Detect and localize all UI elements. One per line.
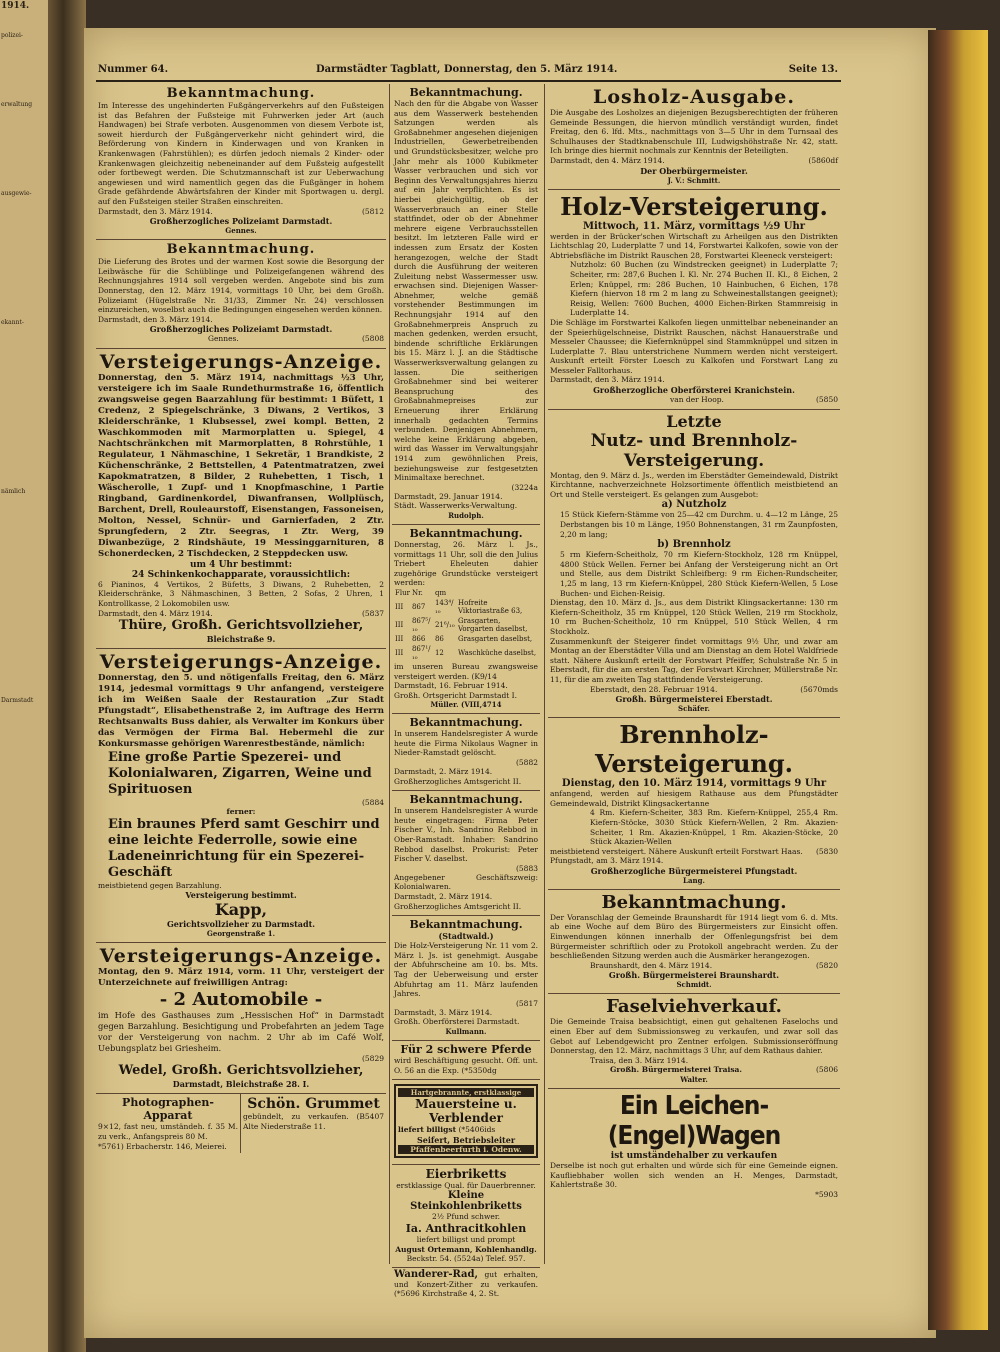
ad-signature: Großherzogliches Amtsgericht II. [394, 901, 522, 911]
frag-line: Darmstadt [1, 697, 34, 704]
table-row [394, 598, 538, 616]
ref: (K9/14 [471, 671, 497, 681]
ref: (5820 [815, 960, 838, 970]
ad-waterworks [392, 84, 540, 525]
ad-court-property [392, 525, 540, 714]
cell: 866 [411, 634, 426, 643]
ref: (5837 [361, 608, 384, 618]
ad-register-2 [392, 791, 540, 916]
ad-body: wird Beschäftigung gesucht. Off. unt. O. 56 an die Exp. (*5350dg [394, 1055, 538, 1075]
ad-brennholz [548, 718, 840, 890]
cell: Waschküche daselbst, [457, 648, 537, 657]
cell: 867¹/₁₀ [411, 644, 431, 661]
ad-items: Nutzholz: 60 Buchen (zu Windstrecken geeignet) in Luderplatte 7; Scheiter, rm: 287,6 Buchen I. Kl. Nr. 274 Buchen II. Kl., 8 Eichen, 2 Erlen; Knüppel, rm: 286 Buchen, 10 Hainbuchen, 6 Eichen, 178 Kiefern (hiervon 18 rm 2 m lang zu Schweinestallstangen geeignet); Reisig, Wellen: 7600 Buchen, 4000 Eichen-Birken Stammreisig in Luderplatte 14. [570, 260, 838, 318]
ad-title: Versteigerungs-Anzeige. [99, 945, 383, 968]
ad-date: Darmstadt, den 3. März 1914. [550, 375, 665, 385]
ad-date [98, 609, 384, 619]
ad-title: Ein Leichen-(Engel)Wagen [607, 1091, 781, 1151]
ad-items-b: 5 rm Kiefern-Scheitholz, 70 rm Kiefern-Stockholz, 128 rm Knüppel, 4800 Stück Wellen. Ferner bei Anfang der Versteigerung nicht an Ort und Stelle, aus dem Distrikt Schleifberg: 9 rm Eichen-Rundscheiter, 1,25 m lang, 13 rm Kiefern-Knüppel, 280 Stück Kiefern-Wellen, 5 Lose Buchen- und Eichen-Reisig. [560, 550, 838, 598]
cell: 21⁶/₁₀ [434, 620, 455, 629]
cell: 867 [411, 602, 426, 611]
small-ads-row [96, 1094, 386, 1153]
ad-title: Losholz-Ausgabe. [593, 86, 795, 108]
ref: *5903 [815, 1189, 838, 1199]
ad-body-2: im Hofe des Gasthauses zum „Hessischen Hof“ in Darmstadt gegen Barzahlung. Besichtigung und Probefahrten an jedem Tage vor der Versteigerung von nachm. 2 Uhr ab im Café Wolf, Uebungsplatz bei Griesheim. [98, 1010, 384, 1054]
ad-ref: *5761) Erbacherstr. 146, Meierei. [98, 1141, 227, 1151]
ad-auction-wedel [96, 943, 386, 1094]
ad-note-2: Versteigerung bestimmt. [185, 890, 297, 901]
cell: 12 [434, 648, 444, 657]
ad-section-a: a) Nutzholz [661, 499, 727, 511]
ad-title-2: Kleine Steinkohlenbriketts [410, 1190, 522, 1213]
frag-line: erwaltung [1, 101, 33, 108]
ad-title: Bekanntmachung. [409, 86, 523, 99]
ad-signature-2: Walter. [680, 1075, 708, 1084]
ad-body: gebündelt, zu verkaufen. (B5407 Alte Niederstraße 11. [243, 1112, 384, 1132]
ad-signature: August Ortemann, Kohlenhandlg. [395, 1244, 537, 1254]
ad-signature: Städt. Wasserwerks-Verwaltung. [394, 501, 518, 511]
sig: Großh. Bürgermeisterei Traisa. [610, 1065, 743, 1075]
sig-name: van der Hoop. [670, 395, 724, 405]
ad-pre: Letzte [666, 411, 722, 431]
ad-title: Bekanntmachung. [409, 918, 523, 932]
ad-signature-2: Müller. (VIII,4714 [430, 700, 502, 710]
cell: Grasgarten, Vorgarten daselbst, [457, 616, 528, 633]
date: Darmstadt, den 3. März 1914. [98, 206, 213, 216]
ad-signature-2: Schäfer. [678, 704, 710, 714]
ad-title: Holz-Versteigerung. [560, 191, 828, 221]
ad-body-2 [550, 847, 838, 857]
ad-title: Versteigerungs-Anzeige. [99, 350, 383, 373]
ad-title: Bekanntmachung. [166, 86, 316, 101]
ad-body: Nach den für die Abgabe von Wasser aus dem Wasserwerk bestehenden Satzungen werden als Großabnehmer angesehen diejenigen Industriellen, Gewerbetreibenden und Grundstücksbesitzer, welche pro Jahr mehr als 1000 Kubikmeter Wasser verbrauchen und sich vor Beginn des Verwaltungsjahres hierzu auf ein Jahr verpflichten. Es ist hierbei gleichgültig, ob der Wasserverbrauch an einer Stelle stattfindet, oder ob der Abnehmer mehrere eigene Verbrauchsstellen besitzt. Im letzteren Falle wird er indessen zum Ersatz der Kosten herangezogen, welche der Stadt durch die Ausführung der weiteren Zuleitung nebst Wassermesser usw. erwachsen sind. Diejenigen Wasser-Abnehmer, welche gemäß vorstehender Bestimmungen im Rechnungsjahr 1914 auf den Großabnehmerpreis Anspruch zu machen gedenken, werden ersucht, bindende schriftliche Erklärungen bis 15. März l. J. an die Städtische Wasserwerksverwaltung gelangen zu lassen. Die seitherigen Großabnehmer sind bei weiterer Beanspruchung des Großabnahmepreises zur Erneuerung ihrer Erklärung innerhalb gedachten Termins verbunden. Denjenigen Abnehmern, welche keine Erklärung abgeben, wird das Wasser im Verwaltungsjahr 1914 zum gewöhnlichen Preis, beziehungsweise zur festgesetzten Minimaltaxe berechnet. [394, 99, 538, 483]
left-fragment-text [0, 0, 48, 707]
page-header [98, 64, 838, 80]
ad-body: erstklassige Qual. für Dauerbrenner. [396, 1180, 536, 1190]
ad-note: meistbietend gegen Barzahlung. [98, 880, 222, 890]
cell: III [395, 602, 404, 611]
ad-body-2: Angegebener Geschäftszweig: Kolonialwaren. [394, 872, 538, 892]
ad-subhead: um 4 Uhr bestimmt: [189, 559, 293, 570]
body2: meistbietend versteigert. Nähere Auskunft erteilt Forstwart Haas. [550, 846, 803, 856]
ref: (5882 [515, 758, 538, 768]
ad-losholz [548, 84, 840, 190]
ad-body-3: liefert billigst und prompt [416, 1234, 516, 1244]
ad-date: Darmstadt, 16. Februar 1914. [394, 681, 508, 691]
ad-title: Brennholz-Versteigerung. [594, 720, 794, 779]
book-binding [48, 0, 86, 1352]
ad-signature-2: Lang. [683, 875, 705, 885]
column-3 [548, 84, 840, 1203]
ad-body-2 [394, 662, 538, 681]
ref: (5806 [815, 1065, 838, 1075]
body: liefert billigst [398, 1125, 457, 1135]
ad-body: Donnerstag, 26. März l. Js., vormittags 11 Uhr, soll die den Julius Triebert Eheleuten dahier zugehörige Grundstücke versteigert werden: [394, 539, 538, 588]
ref: (5884 [361, 798, 384, 808]
ad-ferner: ferner: [226, 807, 256, 817]
ref: (5860df [808, 155, 838, 165]
ad-signature-line [550, 1065, 838, 1075]
ad-signature-3: Georgenstraße 1. [206, 929, 276, 939]
cell: Nr. [411, 588, 423, 597]
ad-when: Dienstag, den 10. März 1914, vormittags 9 Uhr [561, 778, 827, 790]
ad-body: Die Lieferung des Brotes und der warmen Kost sowie die Besorgung der Leibwäsche für die Schüblinge und Polizeigefangenen während des Rechnungsjahres 1914 soll vergeben werden. Angebote sind bis zum Donnerstag, den 12. März 1914, vormittags 10 Uhr, bei dem Großh. Polizeiamt (Hügelstraße Nr. 31/33, Zimmer Nr. 24) verschlossen einzureichen, woselbst auch die Bedingungen eingesehen werden können. [98, 257, 384, 315]
ad-body: Die Ausgabe des Losholzes an diejenigen Bezugsberechtigten der früheren Gemeinde Bessungen, die hiervon mündlich verständigt wurden, findet Freitag, den 6. lfd. Mts., nachmittags von 3—5 Uhr in dem Turnsaal des Schulhauses der Stadtknabenschule III, Ludwigshöhstraße Nr. 42, statt. Ich bringe dies hiermit nochmals zur Kenntnis der Beteiligten. [550, 108, 838, 156]
ad-bricks [392, 1080, 540, 1165]
ref: (5817 [515, 998, 538, 1008]
ad-signature-2: Schmidt. [676, 980, 712, 990]
ad-body-2: Die Schläge im Forstwartei Kalkofen liegen unmittelbar nebeneinander an der Speierhügelschneise, Distrikt Rauschen, nächst Hanauerstraße und Messeler Chaussee; die Kiefernknüppel sind Stammknüppel und sitzen in Luderplatte 7. Blau unterstrichene Nummern werden nicht versteigert. Auskunft erteilt Förster Loesch zu Kalkofen und Forstwart Lang zu Messeler Falltorhaus. [550, 317, 838, 375]
cell [457, 588, 538, 598]
cell: 867⁵/₁₀ [411, 616, 431, 633]
column-2 [392, 84, 540, 1303]
ad-body: Die Holz-Versteigerung Nr. 11 vom 2. März l. Js. ist genehmigt. Ausgabe der Abfuhrscheine am 10. bs. Mts. Tag der Ueberweisung und erster Abfuhrtag am 11. März laufenden Jahres. [394, 941, 538, 999]
date: Braunshardt, den 4. März 1914. [590, 960, 713, 970]
cell: Flur [395, 588, 410, 597]
ad-holz-versteigerung [548, 190, 840, 410]
ad-title: Bekanntmachung. [601, 891, 787, 913]
ad-signature-2: Kullmann. [445, 1026, 487, 1036]
ad-body [398, 1125, 534, 1135]
body: gut erhalten, und Konzert-Zither zu verkaufen. (*5696 Kirchstraße 4, 2. St. [394, 1270, 539, 1299]
ad-signature: Großh. Bürgermeisterei Braunshardt. [608, 970, 780, 981]
frag-line: nämlich [1, 488, 26, 495]
ad-title: Photographen-Apparat [122, 1096, 214, 1123]
ad-signature: Großh. Bürgermeisterei Eberstadt. [615, 694, 773, 705]
frag-line: 1914. [1, 1, 30, 11]
ad-body: Im Interesse des ungehinderten Fußgängerverkehrs auf den Fußsteigen ist das Befahren der Fußsteige mit Fuhrwerken jeder Art (auch Handwagen) bei Strafe verboten. Ausgenommen von diesem Verbote ist, soweit hierdurch der Fußgängerverkehr nicht gehindert wird, die Beförderung von Kindern in Kinderwagen und von Kranken in Krankenwagen (Fahrstühlen); es dürfen jedoch niemals 2 Kinder- oder Krankenwagen gleichzeitig nebeneinander auf dem Fußsteig aufgestellt oder fortbewegt werden. Die Schutzmannschaft ist zur Ueberwachung angewiesen und wird namentlich gegen das die Fußgänger in hohem Grade gefährdende Abwärtsfahren der Kinder mit Sportwagen u. dergl. auf den Fußsteigen steiler Straßen einschreiten. [98, 101, 384, 206]
ad-police-notice [96, 84, 386, 240]
issue-number: Nummer 64. [98, 64, 169, 75]
column-1 [96, 84, 386, 1153]
cell: Grasgarten daselbst, [457, 634, 533, 643]
ad-title: Eierbriketts [425, 1166, 507, 1181]
ad-title: Wanderer-Rad, [394, 1269, 479, 1281]
ad-leichenwagen [548, 1089, 840, 1203]
ad-body: anfangend, werden auf hiesigem Rathause aus dem Pfungstädter Gemeindewald, Distrikt Klingsackertanne [550, 789, 838, 808]
ad-date: Darmstadt, 2. März 1914. [394, 767, 493, 777]
cell: 143⁴/₁₀ [434, 598, 454, 615]
page-number: Seite 13. [788, 64, 838, 75]
ad-date: Traisa, den 3. März 1914. [590, 1055, 689, 1065]
cell: 86 [434, 634, 444, 643]
ad-signature: Der Oberbürgermeister. [640, 165, 748, 176]
ad-title: Nutz- und Brennholz-Versteigerung. [590, 430, 798, 471]
ad-subitems: 24 Schinkenkochapparate, voraussichtlich: [131, 569, 351, 580]
sig-name: Gennes. [208, 334, 239, 344]
ad-body: 9×12, fast neu, umständeh. f. 35 M. zu verk., Anfangspreis 80 M. [98, 1122, 238, 1142]
ad-signature: Großherzogliche Oberförsterei Kranichstein. [593, 385, 795, 396]
ad-signature: Großherzogliches Polizeiamt Darmstadt. [149, 216, 333, 227]
ad-body-2: Dienstag, den 10. März d. Js., aus dem Distrikt Klingsackertanne: 130 rm Kiefern-Scheitholz, 35 rm Knüppel, 120 Stück Wellen, 219 rm Stockholz, 10 rm Buchen-Scheitholz, 10 rm Knüppel, 510 Stück Wellen, 4 rm Stockholz. [550, 598, 838, 636]
ad-braunshardt [548, 890, 840, 995]
ad-signature: Großh. Ortsgericht Darmstadt I. [394, 690, 518, 700]
table-row [394, 588, 538, 598]
ref: (5812 [361, 206, 384, 216]
ad-signature: Großherzogliches Polizeiamt Darmstadt. [149, 324, 333, 335]
ad-items: 4 Rm. Kiefern-Scheiter, 383 Rm. Kiefern-Knüppel, 255,4 Rm. Kiefern-Stöcke, 3030 Stück Kiefern-Wellen, 2 Rm. Akazien-Scheiter, 1 Rm. Akazien-Knüppel, 1 Rm. Akazien-Stöcke, 20 Stück Akazien-Wellen [590, 808, 838, 847]
ad-signature-name [98, 334, 384, 344]
ad-date: Darmstadt, 29. Januar 1914. [394, 491, 503, 501]
ad-title: Faselviehverkauf. [606, 996, 782, 1018]
ad-body: Die Gemeinde Traisa beabsichtigt, einen gut gehaltenen Faselochs und einen Eber auf dem Submissionsweg zu verkaufen, und zwar soll das Gebot auf Lebendgewicht pro Zentner erfolgen. Submissionseröffnung Donnerstag, den 12. März, nachmittags 3 Uhr, auf dem Rathaus dahier. [550, 1017, 838, 1056]
table-row [394, 634, 538, 644]
ad-signature-2 [550, 395, 838, 405]
ad-date [550, 685, 838, 695]
page-edge [928, 30, 988, 1330]
ad-title-3: Ia. Anthracitkohlen [405, 1221, 527, 1235]
cell: III [395, 620, 404, 629]
ad-signature: Großherzogliche Bürgermeisterei Pfungstadt. [590, 865, 798, 876]
ad-body [394, 1270, 538, 1299]
ref: (5883 [515, 863, 538, 873]
ad-signature: Wedel, Großh. Gerichtsvollzieher, [118, 1063, 364, 1079]
frag-line: ausgewie- [1, 190, 32, 197]
ref: (5850 [815, 395, 838, 405]
date: Darmstadt, den 4. März 1914. [550, 155, 665, 165]
ad-body: Derselbe ist noch gut erhalten und würde sich für eine Gemeinde eignen. Kaufliebhaber wollen sich wenden an H. Menges, Darmstadt, Kahlertstraße 30. [550, 1161, 838, 1190]
ad-signature: Seifert, Betriebsleiter [416, 1134, 516, 1145]
ad-date: Darmstadt, den 3. März 1914. [98, 314, 213, 324]
ad-police-tender [96, 240, 386, 349]
ad-nutz-brennholz [548, 410, 840, 718]
cell: qm [434, 588, 447, 597]
ad-body: Donnerstag, den 5. und nötigenfalls Freitag, den 6. März 1914, jedesmal vormittags 9 Uhr anfangend, versteigere ich im Weißen Saale der Restauration „Zur Stadt Pfungstadt“, Elisabethenstraße 2, im Auftrage des Herrn Rechtsanwalts Buss dahier, als Verwalter im Konkurs über das Vermögen der Firma Bal. Hebermehl die zur Konkursmasse gehörigen Warenrestbestände, nämlich: [98, 673, 384, 750]
ad-body: werden in der Brücker'schen Wirtschaft zu Arheilgen aus den Distrikten Lichtschlag 20, Luderplatte 7 und 14, Forstwartei Kalkofen, sowie von der Abtriebsfläche im Distrikt Rauschen 28, Forstwartei Kleeneck versteigert: [550, 231, 838, 260]
left-page-fragment [0, 0, 50, 1352]
ad-items: Eine große Partie Spezerei- und Kolonialwaren, Zigarren, Weine und Spirituosen [108, 750, 372, 798]
ref: (5808 [361, 334, 384, 344]
table-row [394, 644, 538, 662]
ad-body: Donnerstag, den 5. März 1914, nachmittags ½3 Uhr, versteigere ich im Saale Rundethurmstraße 16, öffentlich zwangsweise gegen Baarzahlung für bestimmt: 1 Büfett, 1 Credenz, 2 Spiegelschränke, 3 Diwans, 2 Vertikos, 3 Kleiderschränke, 1 Klubsessel, zwei kompl. Betten, 2 Waschkommoden mit Marmorplatten u. Spiegel, 4 Nachtschränkchen mit Marmorplatten, 8 Rohrstühle, 1 Regulateur, 1 Nähmaschine, 1 Sekretär, 1 Brandkiste, 2 Küchenschränke, 2 Bettstellen, 4 Patentmatratzen, zwei Kapokmatratzen, 8 Bilder, 2 Ruhebetten, 1 Tisch, 1 Wäscherolle, 1 Zupf- und 1 Knopfmaschine, 1 Partie Ringband, Gardinenkordel, Diwanfransen, Wollplüsch, Barchent, Drell, Rouleaurstoff, Eisenstangen, Fassoneisen, Molton, Nessel, Schnür- und Garnierfaden, 2 Ztr. Sprungfedern, 2 Ztr. Seegras, 1 Ztr. Werg, 39 Diwanbezüge, 2 Rindshäute, 19 Messinggarnituren, 8 Schonerdecken, 2 Tischdecken, 2 Steppdecken usw. [98, 372, 384, 559]
ad-extra: 6 Pianinos, 4 Vertikos, 2 Büfetts, 3 Diwans, 2 Ruhebetten, 2 Kleiderschränke, 3 Nähmaschinen, 3 Betten, 2 Sofas, 2 Uhren, 1 Kontrollkasse, 2 Lokomobilen usw. [98, 579, 384, 609]
ref: (*5406ids [458, 1125, 496, 1135]
ref: (3224a [511, 482, 538, 492]
ad-auction-kapp [96, 649, 386, 943]
cell: III [395, 648, 404, 657]
ad-section-b: b) Brennholz [657, 539, 731, 551]
ad-signature-name: Gennes. [225, 226, 257, 236]
date: Darmstadt, den 4. März 1914. [98, 608, 213, 618]
ad-signature-2: Pfaffenbeerfurth i. Odenw. [398, 1145, 534, 1154]
ad-body: In unserem Handelsregister A wurde heute eingetragen: Firma Peter Fischer V., Inh. Sandrino Rebbod in Ober-Ramstadt. Inhaber: Sandrino Rebbod daselbst. Prokurist: Peter Fischer V. daselbst. [394, 806, 538, 864]
ad-signature-addr: Bleichstraße 9. [206, 634, 276, 645]
ad-title: Für 2 schwere Pferde [400, 1042, 532, 1056]
ad-title: Bekanntmachung. [409, 526, 523, 540]
frag-line: polizei- [1, 32, 23, 39]
body2: im unseren Bureau zwangsweise versteigert werden. [394, 661, 538, 681]
ad-body: Der Voranschlag der Gemeinde Braunshardt für 1914 liegt vom 6. d. Mts. ab eine Woche auf dem Büro des Bürgermeisters zur Einsicht offen. Einwendungen können innerhalb der Offenlegungsfrist bei dem Bürgermeister schriftlich oder zu Protokoll angebracht werden. Zu der beschließenden Sitzung werden auch die Ausmärker herangezogen. [550, 912, 838, 961]
ad-date [550, 156, 838, 166]
ad-signature: Großherzogliches Amtsgericht II. [394, 776, 522, 786]
ad-when: Mittwoch, 11. März, vormittags ½9 Uhr [582, 220, 806, 232]
ad-horses [392, 1041, 540, 1080]
ad-date: Pfungstadt, am 3. März 1914. [550, 856, 664, 866]
ad-signature-2: J. V.: Schmitt. [667, 175, 721, 185]
ad-register-1 [392, 714, 540, 791]
ad-signature: Großh. Oberförsterei Darmstadt. [394, 1017, 520, 1027]
ad-signature-2: Beckstr. 54. (5524a) Telef. 957. [406, 1253, 526, 1263]
ad-body: Montag, den 9. März 1914, vorm. 11 Uhr, versteigert der Unterzeichnete auf freiwilligen Antrag: [98, 967, 384, 989]
ad-title: Mauersteine u. Verblender [415, 1097, 517, 1126]
ad-grummet [241, 1094, 386, 1153]
ad-signature: Thüre, Großh. Gerichtsvollzieher, [118, 618, 364, 634]
masthead-line: Darmstädter Tagblatt, Donnerstag, den 5. März 1914. [316, 64, 618, 75]
ad-date [550, 961, 838, 971]
ad-title: Bekanntmachung. [166, 242, 316, 258]
ad-signature: Kapp, [214, 900, 268, 920]
ad-camera [96, 1094, 241, 1153]
header-rule [96, 80, 841, 82]
column-rule [389, 84, 390, 1264]
ad-title: Versteigerungs-Anzeige. [99, 651, 383, 674]
ref: (5670mds [800, 684, 838, 694]
ad-forest [392, 916, 540, 1041]
ad-signature-2: Darmstadt, Bleichstraße 28. I. [172, 1079, 310, 1090]
ad-items: - 2 Automobile - [159, 989, 323, 1011]
cell: III [395, 634, 404, 643]
ad-date [98, 207, 384, 217]
ad-date: Darmstadt, 3. März 1914. [394, 1007, 493, 1017]
ad-briquettes [392, 1165, 540, 1268]
ad-signature-2: Rudolph. [448, 510, 484, 520]
ad-signature-2: Gerichtsvollzieher zu Darmstadt. [166, 919, 316, 930]
ad-items-2: Ein braunes Pferd samt Geschirr und eine leichte Federrolle, sowie eine Ladeneinrichtung für ein Spezerei-Geschäft [108, 816, 380, 880]
ad-pre: Hartgebrannte, erstklassige [398, 1088, 534, 1097]
date: Eberstadt, den 28. Februar 1914. [590, 684, 718, 694]
ref: (5830 [815, 846, 838, 856]
ref: (5829 [361, 1054, 384, 1064]
ad-items-a: 15 Stück Kiefern-Stämme von 25—42 cm Durchm. u. 4—12 m Länge, 25 Derbstangen bis 10 m Länge, 1950 Bohnenstangen, 31 rm Zaunpfosten, 2,20 m lang; [560, 510, 838, 539]
ad-auction-thuere [96, 349, 386, 649]
ad-sub: ist umständehalber zu verkaufen [610, 1151, 778, 1161]
frag-line: ekannt- [1, 319, 24, 326]
ad-sub: (Stadtwald.) [438, 931, 494, 942]
table-row [394, 616, 538, 634]
ad-body: In unserem Handelsregister A wurde heute die Firma Nikolaus Wagner in Nieder-Ramstadt gelöscht. [394, 729, 538, 758]
ad-bicycle [392, 1268, 540, 1303]
column-rule [544, 84, 545, 1264]
property-table [394, 588, 538, 662]
ad-date: Darmstadt, 2. März 1914. [394, 892, 493, 901]
brick-box [394, 1084, 538, 1158]
ad-title: Bekanntmachung. [409, 716, 523, 730]
ad-body-2: 2½ Pfund schwer. [432, 1212, 500, 1222]
cell: Hofreite Viktoriastraße 63, [457, 598, 523, 615]
ad-title: Schön. Grummet [247, 1096, 380, 1113]
ad-title: Bekanntmachung. [409, 793, 523, 807]
ad-faselvieh [548, 994, 840, 1089]
ad-body-3: Zusammenkunft der Steigerer findet vormittags 9½ Uhr, und zwar am Montag an der Eberstädter Villa und am Dienstag an dem Hotel Waldfriede statt. Nähere Auskunft erteilt der Forstwart Pfeiffer, Schulstraße Nr. 5 in Eberstadt, für die am ersten Tag, der Forstwart Kirchner, Müllerstraße Nr. 11, für die am zweiten Tag stattfindende Versteigerung. [550, 636, 838, 684]
ad-body: Montag, den 9. März d. Js., werden im Eberstädter Gemeindewald, Distrikt Kirchtanne, nachverzeichnete Holzsortimente öffentlich meistbietend an Ort und Stelle versteigert. Es gelangen zum Ausgebot: [550, 470, 838, 499]
